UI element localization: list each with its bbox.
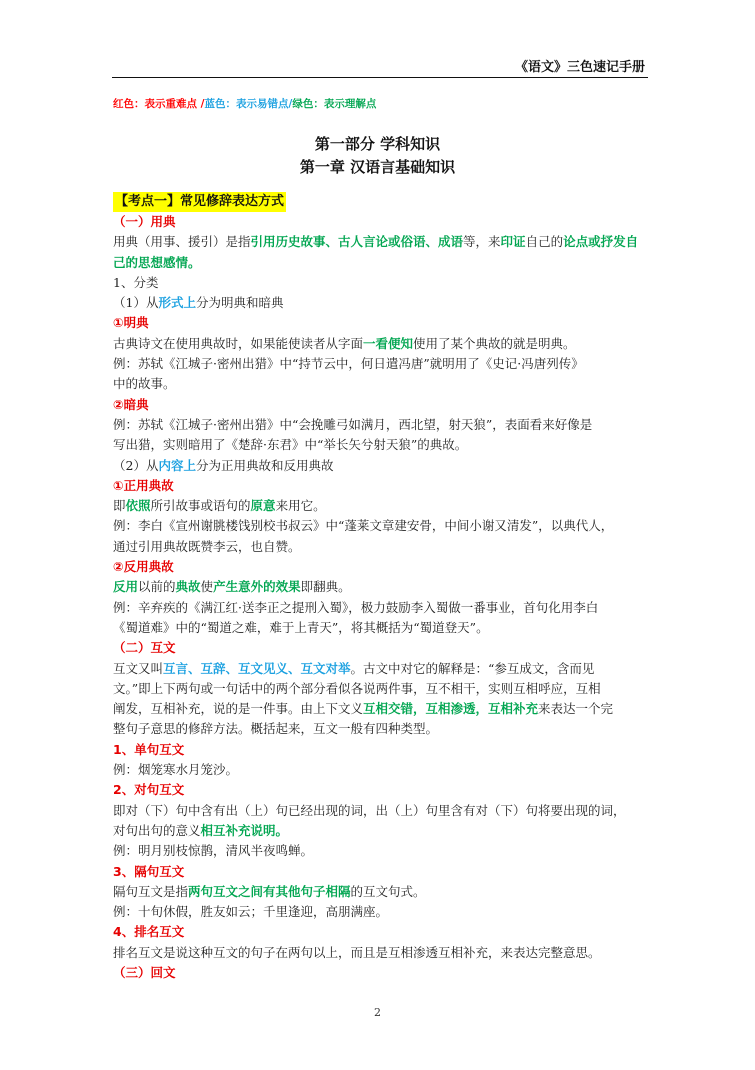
paragraph-definition (113, 232, 648, 273)
legend-sep-1: / (197, 98, 205, 110)
subheading-mingdian: ①明典 (113, 315, 149, 331)
page-number: 2 (374, 1006, 381, 1019)
green-emphasis: 产生意外的效果 (213, 579, 301, 595)
header-title: 《语文》三色速记手册 (514, 60, 645, 75)
text-span: 来用它。 (275, 498, 326, 514)
subheading-andian: ②暗典 (113, 396, 149, 412)
paragraph-huwen: 整句子意思的修辞方法。概括起来，互文一般有四种类型。 (113, 721, 439, 737)
classification-1 (113, 293, 648, 313)
text-span: 来表达一个完 (538, 701, 614, 717)
example-line: 例：十旬休假，胜友如云；千里逢迎，高朋满座。 (113, 904, 389, 920)
text-span: （2）从 (113, 457, 159, 473)
subheading-danju: 1、单句互文 (113, 741, 185, 757)
part-title: 第一部分 学科知识 (314, 135, 441, 153)
green-emphasis: 抒发自己的思想感情。 (113, 234, 639, 270)
paragraph-huwen: 文。”即上下两句或一句话中的两个部分看似各说两件事，互不相干，实则互相呼应，互相 (113, 680, 601, 696)
blue-emphasis: 形式上 (158, 295, 196, 311)
green-emphasis: 引用历史故事、古人言论或俗语、成语 (250, 234, 464, 250)
paragraph-duiju: 即对（下）句中含有出（上）句已经出现的词，出（上）句里含有对（下）句将要出现的词， (113, 802, 626, 818)
text-span: 阐发，互相补充，说的是一件事。由上下文义 (113, 701, 364, 717)
example-line: 例：烟笼寒水月笼沙。 (113, 762, 239, 778)
subheading-geju: 3、隔句互文 (113, 863, 185, 879)
green-emphasis: 印证 (500, 234, 526, 250)
section-heading-yongdian: （一）用典 (113, 214, 176, 229)
paragraph-paiming: 排名互文是说这种互文的句子在两句以上，而且是互相渗透互相补充，来表达完整意思。 (113, 944, 601, 960)
section-heading-huiwen: （三）回文 (113, 964, 176, 980)
text-span: 的互文句式。 (350, 883, 426, 899)
color-legend (113, 96, 376, 111)
text-span: 对句出句的意义 (113, 822, 201, 838)
blue-emphasis: 内容上 (158, 457, 196, 473)
text-span: 自己的 (525, 234, 564, 250)
example-line: 例：苏轼《江城子·密州出猎》中“持节云中，何日遣冯唐”就明用了《史记·冯唐列传》 (113, 356, 584, 372)
classification-2 (113, 456, 648, 476)
green-emphasis: 互相交错，互相渗透，互相补充 (363, 701, 539, 717)
example-line: 例：苏轼《江城子·密州出猎》中“会挽雕弓如满月，西北望，射天狼”，表面看来好像是 (113, 416, 593, 432)
classification-label: 1、分类 (113, 274, 159, 290)
paragraph-zhengyong (113, 496, 648, 516)
example-line: 例：辛弃疾的《满江红·送李正之提刑入蜀》，极力鼓励李入蜀做一番事业，首句化用李白 (113, 599, 599, 615)
example-line: 例：明月别枝惊鹊，清风半夜鸣蝉。 (113, 843, 314, 859)
document-body (113, 190, 648, 983)
text-span: （1）从 (113, 295, 159, 311)
legend-sep-2: / (288, 98, 293, 110)
legend-red-label: 红色：表示 (113, 98, 166, 110)
legend-green-value: 理解点 (344, 98, 377, 110)
example-line: 中的故事。 (113, 376, 176, 392)
kaodian-label: 【考点一】常见修辞表达方式 (113, 192, 286, 212)
example-line: 例：李白《宣州谢朓楼饯别校书叔云》中“蓬莱文章建安骨，中间小谢又清发”，以典代人， (113, 518, 614, 534)
paragraph-geju (113, 882, 648, 902)
kaodian-heading (113, 190, 648, 212)
example-line: 写出猎，实则暗用了《楚辞·东君》中“举长矢兮射天狼”的典故。 (113, 437, 468, 453)
text-span: 用典（用事、援引）是指 (113, 234, 251, 250)
green-emphasis: 两句互文之间有其他句子相隔 (188, 883, 351, 899)
text-span: 所引故事或语句的 (150, 498, 251, 514)
text-span: 使用了某个典故的就是明典。 (413, 335, 576, 351)
text-span: 隔句互文是指 (113, 883, 189, 899)
text-span: 即 (113, 498, 126, 514)
text-span: 互文又叫 (113, 660, 164, 676)
paragraph-huwen (113, 659, 648, 679)
chapter-title: 第一章 汉语言基础知识 (299, 158, 456, 176)
text-span: 使 (200, 579, 214, 595)
text-span: 分为明典和暗典 (195, 295, 284, 311)
subheading-fanyong: ②反用典故 (113, 559, 174, 575)
subheading-zhengyong: ①正用典故 (113, 477, 174, 493)
subheading-paiming: 4、排名互文 (113, 924, 185, 940)
text-span: 等，来 (463, 234, 501, 250)
header-rule (112, 77, 648, 78)
legend-blue-value: 易错点 (257, 98, 289, 110)
text-span: 以前的 (138, 579, 176, 595)
paragraph-mingdian (113, 334, 648, 354)
example-line: 《蜀道难》中的“蜀道之难，难于上青天”，将其概括为“蜀道登天”。 (113, 619, 489, 635)
paragraph-duiju (113, 821, 648, 841)
legend-green-label: 绿色：表示 (292, 98, 345, 110)
section-heading-huwen: （二）互文 (113, 640, 176, 656)
example-line: 通过引用典故既赞李云，也自赞。 (113, 538, 301, 554)
paragraph-huwen (113, 699, 648, 719)
green-emphasis: 一看便知 (363, 335, 414, 351)
legend-red-value: 重难点 (165, 98, 197, 110)
text-span: 。古文中对它的解释是：“参互成文，含而见 (350, 660, 595, 676)
green-emphasis: 依照 (125, 498, 151, 514)
blue-emphasis: 互言、互辞、互文见义、互文对举 (163, 660, 351, 676)
green-emphasis: 原意 (250, 498, 276, 514)
green-emphasis: 反用 (113, 579, 139, 595)
text-span: 古典诗文在使用典故时，如果能使读者从字面 (113, 335, 364, 351)
subheading-duiju: 2、对句互文 (113, 782, 185, 798)
green-emphasis: 典故 (175, 579, 201, 595)
text-span: 即翻典。 (300, 579, 351, 595)
green-emphasis: 论点或 (563, 234, 601, 250)
paragraph-fanyong (113, 577, 648, 597)
legend-blue-label: 蓝色：表示 (204, 98, 257, 110)
text-span: 分为正用典故和反用典故 (195, 457, 334, 473)
green-emphasis: 相互补充说明。 (200, 822, 289, 838)
